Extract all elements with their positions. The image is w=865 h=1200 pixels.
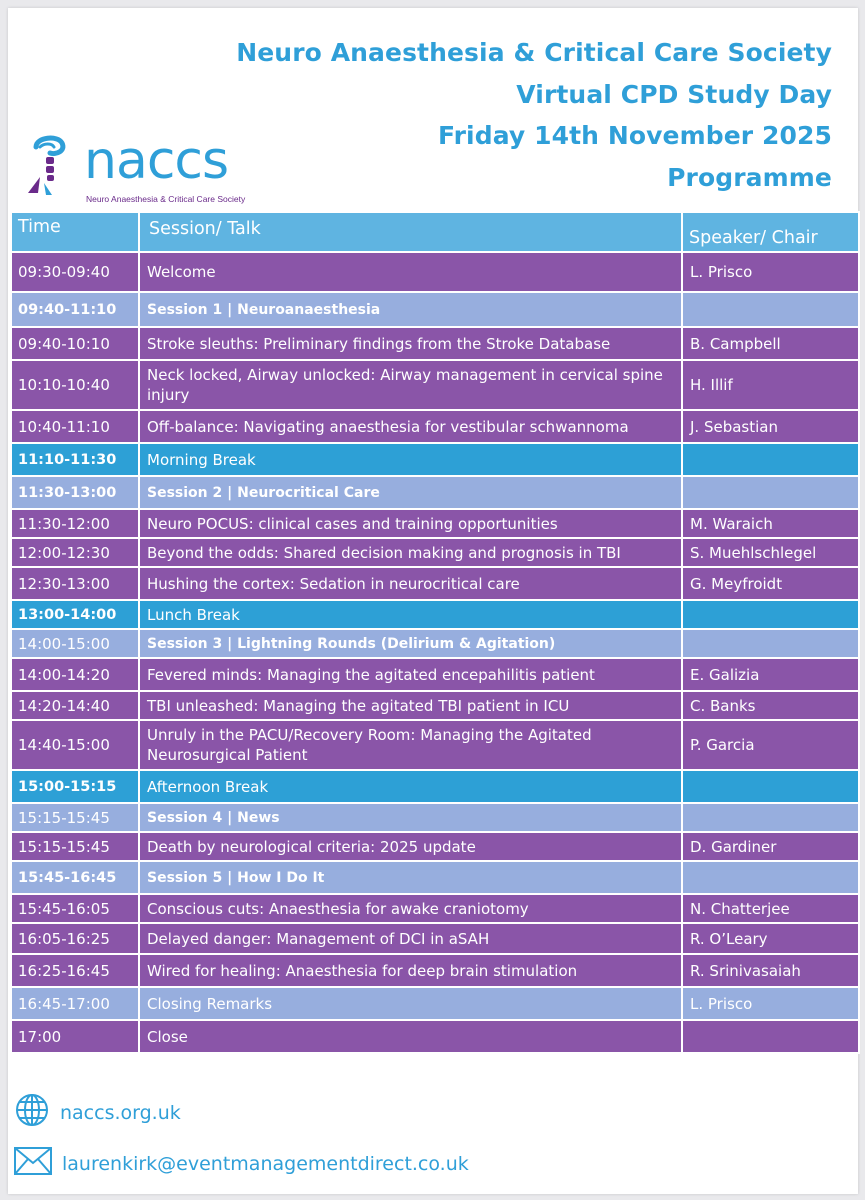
cell-session: Delayed danger: Management of DCI in aSAH <box>139 923 682 954</box>
cell-speaker <box>682 443 859 476</box>
cell-session: TBI unleashed: Managing the agitated TBI patient in ICU <box>139 691 682 720</box>
session-row <box>11 629 859 658</box>
cell-session: Close <box>139 1020 682 1053</box>
cell-time: 15:45-16:05 <box>11 894 139 923</box>
table-row <box>11 923 859 954</box>
cell-speaker: H. Illif <box>682 360 859 410</box>
email-row <box>14 1147 469 1180</box>
cell-time: 16:25-16:45 <box>11 954 139 987</box>
cell-speaker: N. Chatterjee <box>682 894 859 923</box>
logo-subtitle: Neuro Anaesthesia & Critical Care Society <box>86 194 246 204</box>
col-header-speaker: Speaker/ Chair <box>682 212 859 252</box>
cell-speaker: S. Muehlschlegel <box>682 538 859 567</box>
cell-session: Session 1 | Neuroanaesthesia <box>139 292 682 327</box>
cell-session: Death by neurological criteria: 2025 update <box>139 832 682 861</box>
website-row <box>14 1092 181 1133</box>
cell-time: 16:45-17:00 <box>11 987 139 1020</box>
table-row <box>11 691 859 720</box>
table-row <box>11 1020 859 1053</box>
logo-wordmark: naccs <box>84 131 229 191</box>
cell-session: Session 2 | Neurocritical Care <box>139 476 682 509</box>
cell-session: Session 3 | Lightning Rounds (Delirium & Agitation) <box>139 629 682 658</box>
cell-speaker: C. Banks <box>682 691 859 720</box>
table-row <box>11 894 859 923</box>
programme-table <box>10 211 860 1054</box>
cell-session: Wired for healing: Anaesthesia for deep brain stimulation <box>139 954 682 987</box>
society-name: Neuro Anaesthesia & Critical Care Society <box>236 38 832 67</box>
cell-time: 09:40-11:10 <box>11 292 139 327</box>
cell-speaker <box>682 629 859 658</box>
table-row <box>11 832 859 861</box>
cell-session: Lunch Break <box>139 600 682 629</box>
table-row <box>11 252 859 292</box>
email-link[interactable]: laurenkirk@eventmanagementdirect.co.uk <box>62 1152 469 1175</box>
cell-time: 12:30-13:00 <box>11 567 139 600</box>
globe-icon <box>14 1092 50 1133</box>
cell-session: Stroke sleuths: Preliminary findings from the Stroke Database <box>139 327 682 360</box>
session-row <box>11 476 859 509</box>
cell-time: 14:40-15:00 <box>11 720 139 770</box>
table-row <box>11 509 859 538</box>
col-header-time: Time <box>11 212 139 252</box>
cell-speaker: D. Gardiner <box>682 832 859 861</box>
break-row <box>11 600 859 629</box>
table-row <box>11 360 859 410</box>
cell-time: 14:00-14:20 <box>11 658 139 691</box>
cell-session: Conscious cuts: Anaesthesia for awake craniotomy <box>139 894 682 923</box>
programme-heading: Programme <box>667 162 832 192</box>
cell-session: Neuro POCUS: clinical cases and training opportunities <box>139 509 682 538</box>
cell-session: Welcome <box>139 252 682 292</box>
envelope-icon <box>14 1147 52 1180</box>
table-row <box>11 954 859 987</box>
table-row <box>11 327 859 360</box>
cell-time: 11:10-11:30 <box>11 443 139 476</box>
session-row <box>11 803 859 832</box>
cell-session: Session 4 | News <box>139 803 682 832</box>
cell-speaker: P. Garcia <box>682 720 859 770</box>
cell-session: Off-balance: Navigating anaesthesia for vestibular schwannoma <box>139 410 682 443</box>
cell-speaker <box>682 770 859 803</box>
cell-speaker: R. Srinivasaiah <box>682 954 859 987</box>
cell-session: Afternoon Break <box>139 770 682 803</box>
col-header-session: Session/ Talk <box>139 212 682 252</box>
cell-speaker <box>682 803 859 832</box>
cell-session: Neck locked, Airway unlocked: Airway management in cervical spine injury <box>139 360 682 410</box>
cell-speaker <box>682 600 859 629</box>
event-title <box>236 32 832 198</box>
cell-time: 09:30-09:40 <box>11 252 139 292</box>
cell-time: 15:15-15:45 <box>11 832 139 861</box>
session-row <box>11 292 859 327</box>
table-header-row <box>11 212 859 252</box>
cell-time: 15:00-15:15 <box>11 770 139 803</box>
cell-speaker: L. Prisco <box>682 252 859 292</box>
cell-speaker: B. Campbell <box>682 327 859 360</box>
cell-time: 17:00 <box>11 1020 139 1053</box>
cell-speaker <box>682 1020 859 1053</box>
table-row <box>11 567 859 600</box>
cell-session: Hushing the cortex: Sedation in neurocritical care <box>139 567 682 600</box>
closing-row <box>11 987 859 1020</box>
table-row <box>11 538 859 567</box>
cell-time: 13:00-14:00 <box>11 600 139 629</box>
table-row <box>11 658 859 691</box>
logo-mark-icon <box>22 133 82 199</box>
cell-session: Morning Break <box>139 443 682 476</box>
cell-time: 10:40-11:10 <box>11 410 139 443</box>
website-link[interactable]: naccs.org.uk <box>60 1101 181 1124</box>
cell-speaker: E. Galizia <box>682 658 859 691</box>
cell-time: 11:30-13:00 <box>11 476 139 509</box>
cell-time: 15:45-16:45 <box>11 861 139 894</box>
cell-session: Fevered minds: Managing the agitated encepahilitis patient <box>139 658 682 691</box>
event-date: Friday 14th November 2025 <box>438 121 832 150</box>
table-row <box>11 410 859 443</box>
break-row <box>11 770 859 803</box>
cell-speaker: J. Sebastian <box>682 410 859 443</box>
break-row <box>11 443 859 476</box>
cell-speaker: R. O’Leary <box>682 923 859 954</box>
cell-speaker: M. Waraich <box>682 509 859 538</box>
cell-session: Closing Remarks <box>139 987 682 1020</box>
session-row <box>11 861 859 894</box>
cell-time: 14:00-15:00 <box>11 629 139 658</box>
cell-time: 15:15-15:45 <box>11 803 139 832</box>
cell-time: 16:05-16:25 <box>11 923 139 954</box>
cell-session: Beyond the odds: Shared decision making and prognosis in TBI <box>139 538 682 567</box>
cell-time: 10:10-10:40 <box>11 360 139 410</box>
cell-speaker: G. Meyfroidt <box>682 567 859 600</box>
cell-session: Unruly in the PACU/Recovery Room: Managing the Agitated Neurosurgical Patient <box>139 720 682 770</box>
cell-time: 11:30-12:00 <box>11 509 139 538</box>
cell-speaker <box>682 476 859 509</box>
cell-time: 12:00-12:30 <box>11 538 139 567</box>
cell-time: 14:20-14:40 <box>11 691 139 720</box>
event-name: Virtual CPD Study Day <box>516 79 832 109</box>
cell-speaker: L. Prisco <box>682 987 859 1020</box>
naccs-logo <box>22 133 262 208</box>
cell-speaker <box>682 861 859 894</box>
cell-speaker <box>682 292 859 327</box>
table-row <box>11 720 859 770</box>
cell-session: Session 5 | How I Do It <box>139 861 682 894</box>
cell-time: 09:40-10:10 <box>11 327 139 360</box>
